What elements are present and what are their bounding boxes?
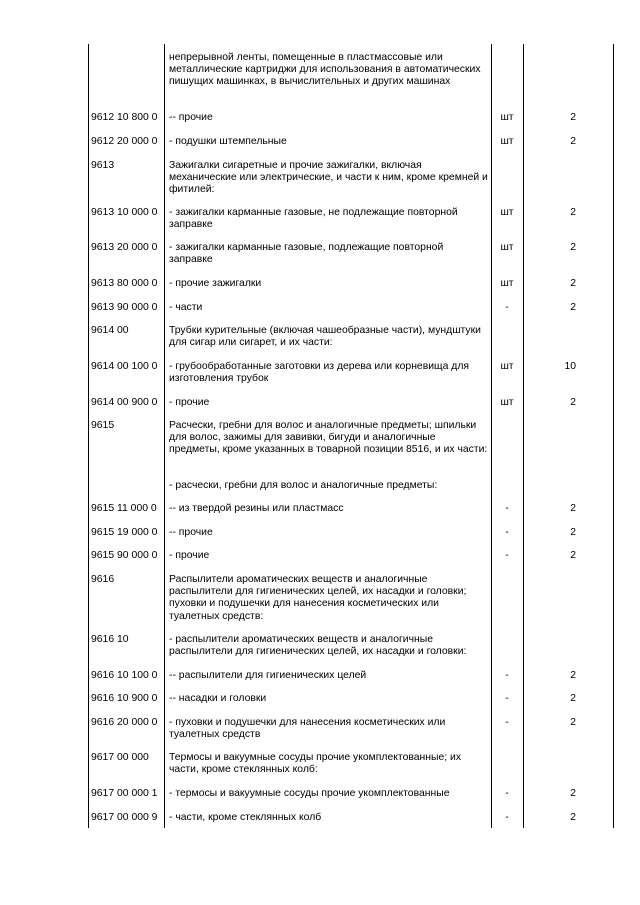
row-duty-rate: 2 (570, 812, 576, 823)
row-unit: шт (500, 397, 514, 408)
row-unit: - (505, 527, 509, 538)
table-rule-code (164, 44, 165, 828)
row-description: - пуховки и подушечки для нанесения косметических или туалетных средств (169, 717, 446, 741)
row-unit: шт (500, 278, 514, 289)
row-duty-rate: 2 (570, 550, 576, 561)
row-description: -- прочие (169, 527, 213, 538)
row-description: - зажигалки карманные газовые, подлежащие повторной заправке (169, 242, 444, 266)
row-code: 9614 00 900 0 (91, 397, 158, 408)
row-unit: - (505, 693, 509, 704)
row-duty-rate: 2 (570, 112, 576, 123)
table-rule-unit (523, 44, 524, 828)
row-unit: шт (500, 361, 514, 372)
row-duty-rate: 2 (570, 207, 576, 218)
row-description: Термосы и вакуумные сосуды прочие укомплектованные; их части, кроме стеклянных колб: (169, 752, 462, 776)
row-description: -- насадки и головки (169, 693, 267, 704)
row-unit: - (505, 302, 509, 313)
row-code: 9616 10 (91, 634, 129, 645)
row-duty-rate: 2 (570, 670, 576, 681)
row-duty-rate: 2 (570, 242, 576, 253)
row-code: 9613 (91, 160, 115, 171)
row-code: 9613 80 000 0 (91, 278, 158, 289)
row-description: - части, кроме стеклянных колб (169, 812, 322, 823)
row-description: - термосы и вакуумные сосуды прочие укомплектованные (169, 788, 450, 799)
row-duty-rate: 2 (570, 693, 576, 704)
row-unit: шт (500, 136, 514, 147)
table-rule-right (613, 44, 614, 828)
row-description: Распылители ароматических веществ и аналогичные распылители для гигиенических целей, их насадки и головки; пуховки и подушечки для нанесения косметических или туалетных средств: (169, 574, 467, 622)
row-code: 9616 20 000 0 (91, 717, 158, 728)
row-description: -- прочие (169, 112, 213, 123)
row-duty-rate: 10 (564, 361, 576, 372)
row-unit: - (505, 503, 509, 514)
row-duty-rate: 2 (570, 788, 576, 799)
row-unit: шт (500, 207, 514, 218)
row-code: 9615 19 000 0 (91, 527, 158, 538)
row-duty-rate: 2 (570, 503, 576, 514)
row-code: 9617 00 000 1 (91, 788, 158, 799)
row-description: - распылители ароматических веществ и аналогичные распылители для гигиенических целей, их насадки и головки: (169, 634, 467, 658)
row-code: 9614 00 100 0 (91, 361, 158, 372)
row-unit: - (505, 788, 509, 799)
row-description: - прочие зажигалки (169, 278, 262, 289)
row-description: - части (169, 302, 203, 313)
row-description: - расчески, гребни для волос и аналогичные предметы: (169, 480, 438, 491)
row-code: 9612 10 800 0 (91, 112, 158, 123)
row-description: -- из твердой резины или пластмасс (169, 503, 344, 514)
row-code: 9615 11 000 0 (91, 503, 157, 514)
row-duty-rate: 2 (570, 527, 576, 538)
row-code: 9613 20 000 0 (91, 242, 158, 253)
row-unit: шт (500, 112, 514, 123)
row-description: непрерывной ленты, помещенные в пластмассовые или металлические картриджи для использования в автоматических пишущих машинках, в вычислительных и других машинах (169, 52, 481, 88)
row-code: 9613 10 000 0 (91, 207, 158, 218)
row-code: 9616 10 100 0 (91, 670, 158, 681)
row-code: 9615 90 000 0 (91, 550, 158, 561)
row-description: - прочие (169, 550, 210, 561)
row-description: - подушки штемпельные (169, 136, 287, 147)
row-duty-rate: 2 (570, 302, 576, 313)
row-duty-rate: 2 (570, 717, 576, 728)
row-code: 9615 (91, 420, 115, 431)
row-code: 9616 (91, 574, 115, 585)
row-description: -- распылители для гигиенических целей (169, 670, 367, 681)
row-code: 9617 00 000 (91, 752, 149, 763)
row-duty-rate: 2 (570, 136, 576, 147)
row-unit: - (505, 670, 509, 681)
row-code: 9617 00 000 9 (91, 812, 158, 823)
row-duty-rate: 2 (570, 278, 576, 289)
row-unit: - (505, 812, 509, 823)
row-description: - зажигалки карманные газовые, не подлежащие повторной заправке (169, 207, 458, 231)
row-description: - прочие (169, 397, 210, 408)
row-code: 9613 90 000 0 (91, 302, 158, 313)
row-description: Трубки курительные (включая чашеобразные части), мундштуки для сигар или сигарет, и их части: (169, 325, 481, 349)
row-unit: - (505, 550, 509, 561)
row-description: Зажигалки сигаретные и прочие зажигалки, включая механические или электрические, и части к ним, кроме кремней и фитилей: (169, 160, 488, 196)
row-code: 9612 20 000 0 (91, 136, 158, 147)
row-description: Расчески, гребни для волос и аналогичные предметы; шпильки для волос, зажимы для завивки, бигуди и аналогичные предметы, кроме указанных в товарной позиции 8516, и их части: (169, 420, 488, 456)
row-unit: - (505, 717, 509, 728)
row-duty-rate: 2 (570, 397, 576, 408)
row-unit: шт (500, 242, 514, 253)
table-rule-left (88, 44, 89, 828)
row-code: 9616 10 900 0 (91, 693, 158, 704)
row-description: - грубообработанные заготовки из дерева или корневища для изготовления трубок (169, 361, 470, 385)
row-code: 9614 00 (91, 325, 129, 336)
table-rule-description (491, 44, 492, 828)
